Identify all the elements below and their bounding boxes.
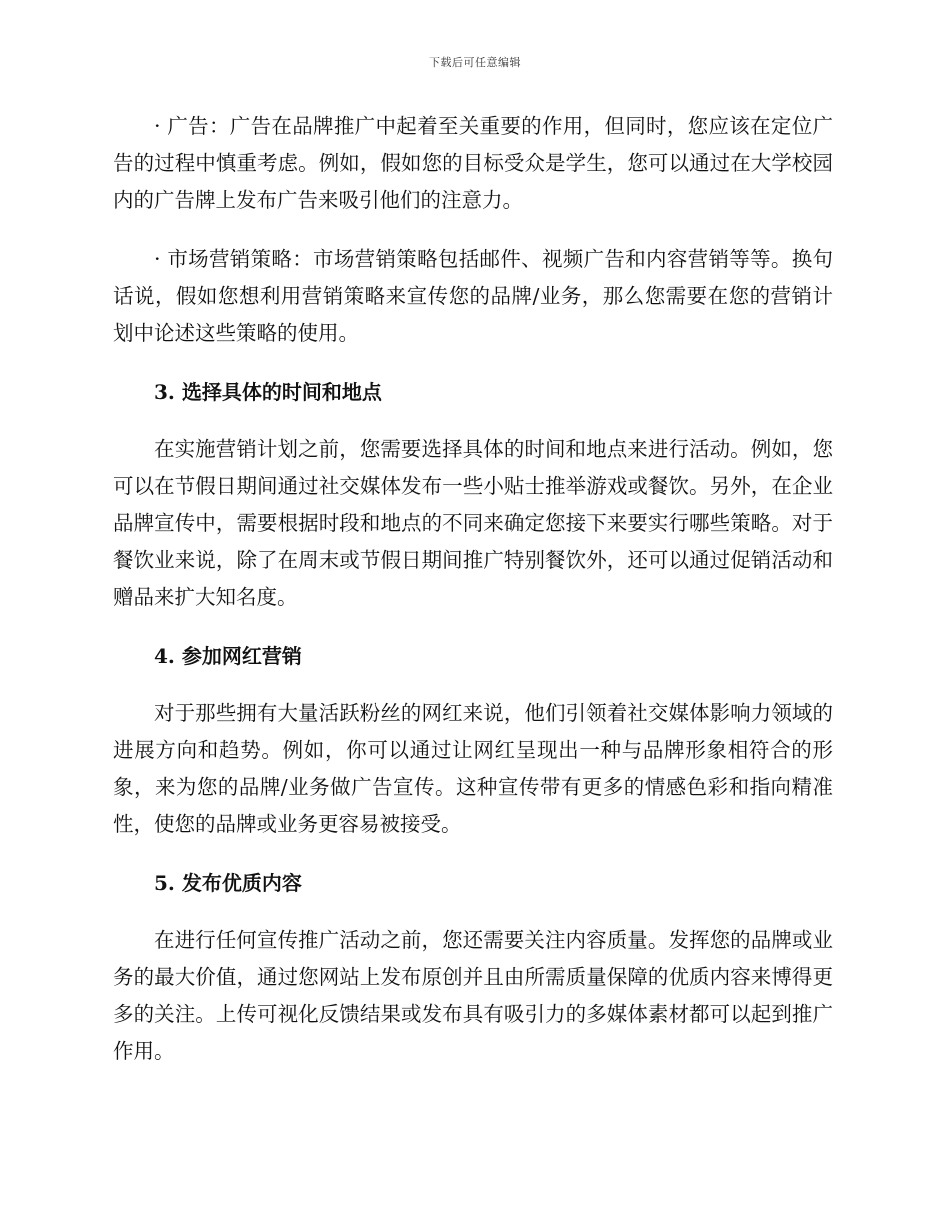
document-body	[113, 108, 833, 1092]
section-heading-quality-content: 5. 发布优质内容	[154, 871, 302, 895]
section-heading-time-and-place: 3. 选择具体的时间和地点	[154, 380, 382, 404]
paragraph-marketing-strategy: · 市场营销策略：市场营销策略包括邮件、视频广告和内容营销等等。换句话说，假如您想利用营销策略来宣传您的品牌/业务，那么您需要在您的营销计划中论述这些策略的使用。	[113, 247, 833, 345]
paragraph-advertising: · 广告：广告在品牌推广中起着至关重要的作用，但同时，您应该在定位广告的过程中慎重考虑。例如，假如您的目标受众是学生，您可以通过在大学校园内的广告牌上发布广告来吸引他们的注意力。	[113, 114, 833, 212]
paragraph-quality-content: 在进行任何宣传推广活动之前，您还需要关注内容质量。发挥您的品牌或业务的最大价值，通过您网站上发布原创并且由所需质量保障的优质内容来博得更多的关注。上传可视化反馈结果或发布具有吸引力的多媒体素材都可以起到推广作用。	[113, 928, 833, 1063]
paragraph-influencer-marketing: 对于那些拥有大量活跃粉丝的网红来说，他们引领着社交媒体影响力领域的进展方向和趋势。例如，你可以通过让网红呈现出一种与品牌形象相符合的形象，来为您的品牌/业务做广告宣传。这种宣传带有更多的情感色彩和指向精准性，使您的品牌或业务更容易被接受。	[113, 701, 833, 836]
paragraph-time-and-place: 在实施营销计划之前，您需要选择具体的时间和地点来进行活动。例如，您可以在节假日期间通过社交媒体发布一些小贴士推举游戏或餐饮。另外，在企业品牌宣传中，需要根据时段和地点的不同来确定您接下来要实行哪些策略。对于餐饮业来说，除了在周末或节假日期间推广特别餐饮外，还可以通过促销活动和赠品来扩大知名度。	[113, 437, 833, 609]
page-header: 下载后可任意编辑	[429, 56, 521, 69]
section-heading-influencer-marketing: 4. 参加网红营销	[154, 644, 302, 668]
